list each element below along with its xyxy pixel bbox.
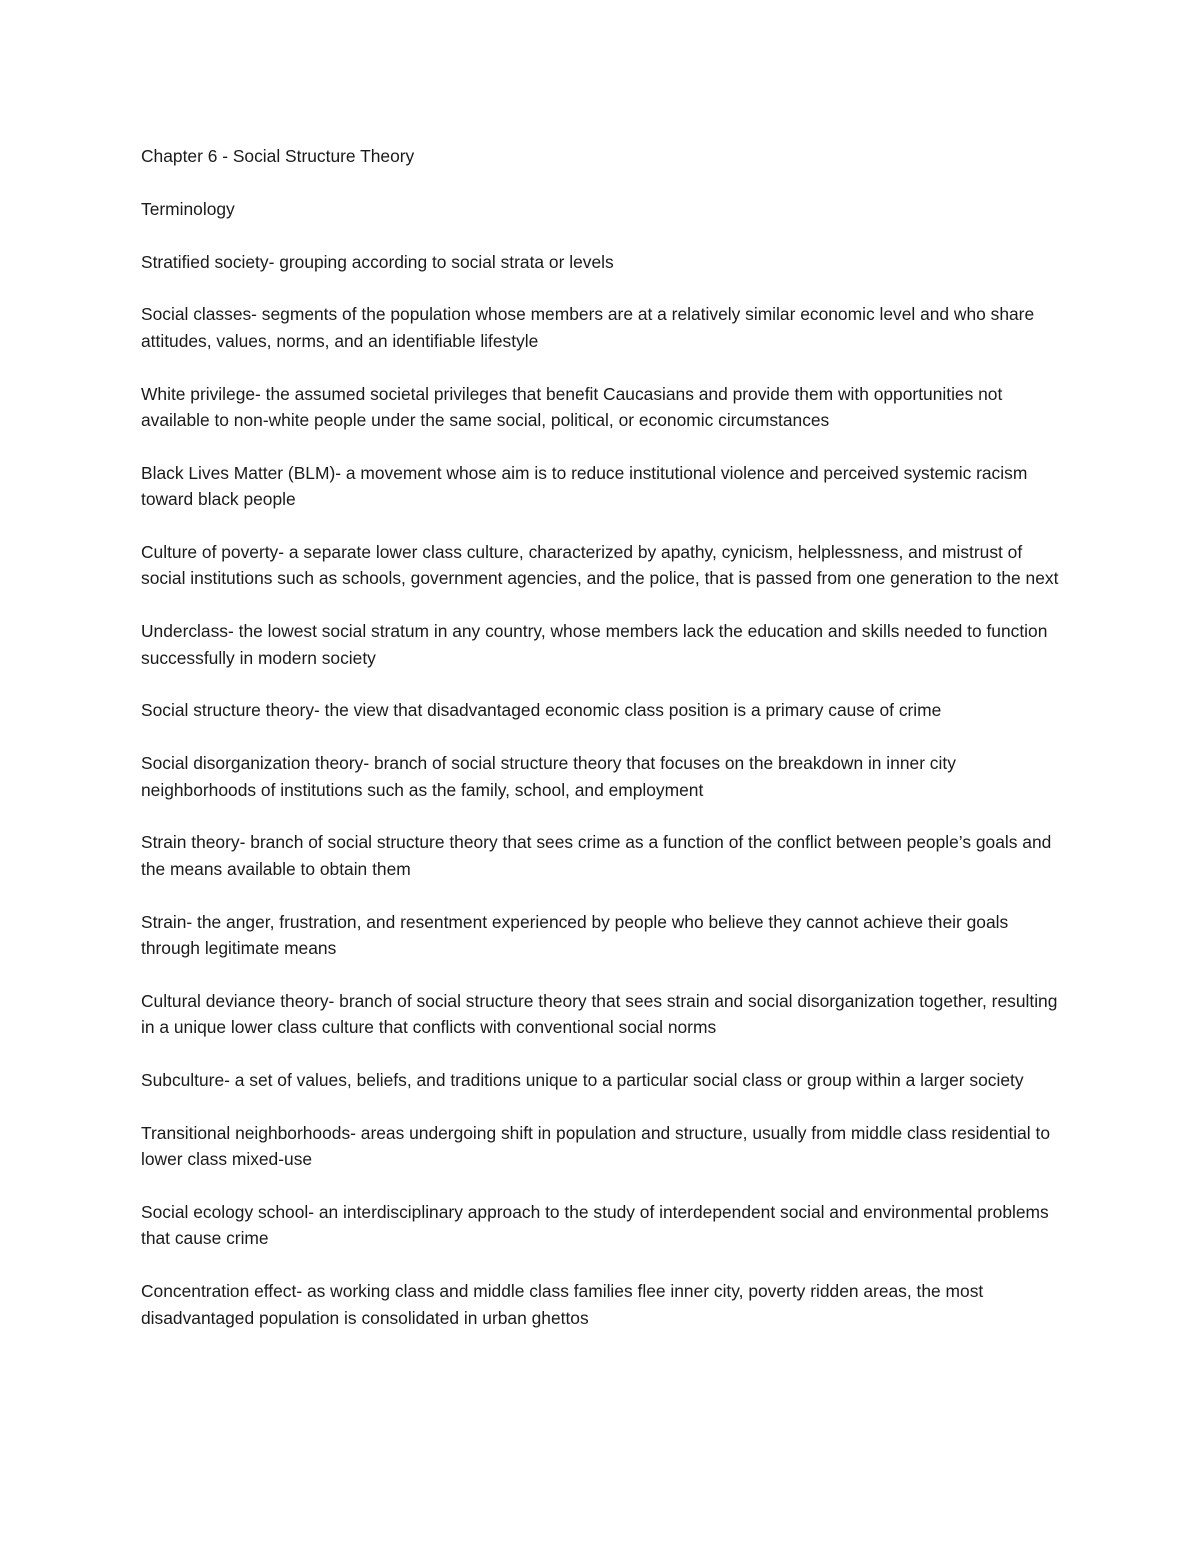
term-social-disorganization-theory: Social disorganization theory- branch of social structure theory that focuses on the breakdown in inner city neighborhoods of institutions such as the family, school, and employment bbox=[141, 753, 956, 800]
term-white-privilege: White privilege- the assumed societal privileges that benefit Caucasians and provide them with opportunities not available to non-white people under the same social, political, or economic circumstances bbox=[141, 383, 1003, 430]
document-body bbox=[141, 143, 1066, 1331]
document-title: Chapter 6 - Social Structure Theory bbox=[141, 146, 415, 166]
term-strain: Strain- the anger, frustration, and resentment experienced by people who believe they cannot achieve their goals through legitimate means bbox=[141, 911, 1009, 959]
term-underclass: Underclass- the lowest social stratum in any country, whose members lack the education and skills needed to function successfully in modern society bbox=[141, 621, 1048, 668]
term-stratified-society: Stratified society- grouping according to social strata or levels bbox=[141, 251, 614, 272]
term-subculture: Subculture- a set of values, beliefs, and traditions unique to a particular social class or group within a larger society bbox=[141, 1070, 1024, 1091]
term-social-classes: Social classes- segments of the population whose members are at a relatively similar economic level and who share attitudes, values, norms, and an identifiable lifestyle bbox=[141, 304, 1035, 351]
term-black-lives-matter: Black Lives Matter (BLM)- a movement whose aim is to reduce institutional violence and perceived systemic racism toward black people bbox=[141, 462, 1028, 510]
term-transitional-neighborhoods: Transitional neighborhoods- areas undergoing shift in population and structure, usually from middle class residential to lower class mixed-use bbox=[141, 1122, 1051, 1170]
term-concentration-effect: Concentration effect- as working class and middle class families flee inner city, poverty ridden areas, the most disadvantaged population is consolidated in urban ghettos bbox=[141, 1281, 984, 1328]
term-strain-theory: Strain theory- branch of social structure theory that sees crime as a function of the conflict between people’s goals and the means available to obtain them bbox=[141, 832, 1052, 879]
term-culture-of-poverty: Culture of poverty- a separate lower class culture, characterized by apathy, cynicism, helplessness, and mistrust of social institutions such as schools, government agencies, and the police, that is passed from one generation to the next bbox=[141, 542, 1059, 589]
term-cultural-deviance-theory: Cultural deviance theory- branch of social structure theory that sees strain and social disorganization together, resulting in a unique lower class culture that conflicts with conventional social norms bbox=[141, 990, 1058, 1038]
term-social-ecology-school: Social ecology school- an interdisciplinary approach to the study of interdependent social and environmental problems that cause crime bbox=[141, 1202, 1049, 1249]
section-heading: Terminology bbox=[141, 198, 235, 219]
term-social-structure-theory: Social structure theory- the view that disadvantaged economic class position is a primary cause of crime bbox=[141, 700, 942, 721]
